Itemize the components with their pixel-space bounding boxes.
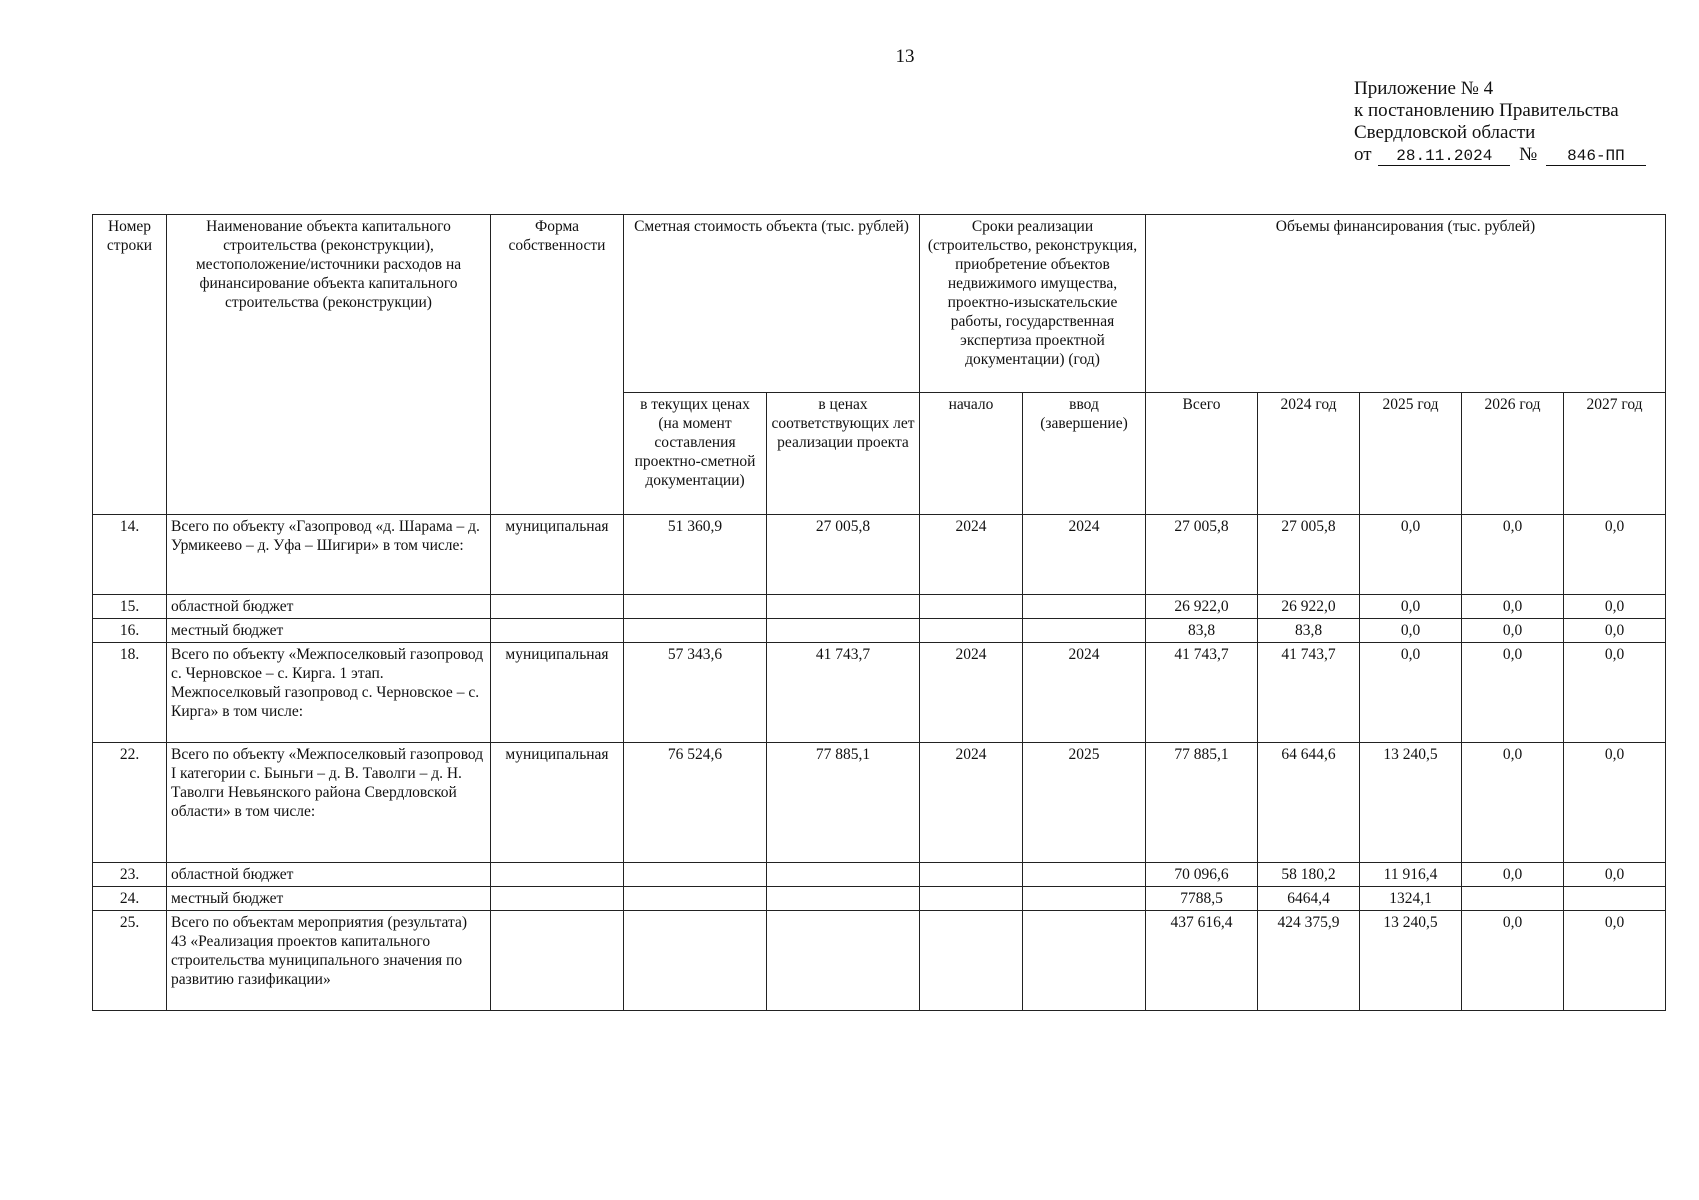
row-2024: 64 644,6 [1258,743,1360,863]
row-cost-current [624,863,767,887]
row-name: областной бюджет [167,595,491,619]
row-2026 [1462,887,1564,911]
row-2027: 0,0 [1564,911,1666,1011]
row-number: 18. [93,643,167,743]
row-number: 24. [93,887,167,911]
row-2024: 26 922,0 [1258,595,1360,619]
row-owner [491,619,624,643]
row-cost-years: 27 005,8 [767,515,920,595]
row-2026: 0,0 [1462,863,1564,887]
row-2024: 58 180,2 [1258,863,1360,887]
row-2024: 6464,4 [1258,887,1360,911]
appendix-date-line [1354,144,1646,166]
row-name: Всего по объекту «Межпоселковый газопровод с. Черновское – с. Кирга. 1 этап. Межпоселковый газопровод с. Черновское – с. Кирга» в том числе: [167,643,491,743]
header-2026: 2026 год [1462,393,1564,515]
row-total: 7788,5 [1146,887,1258,911]
header-finish: ввод (завершение) [1023,393,1146,515]
row-cost-current [624,887,767,911]
table-row [93,911,1666,1011]
row-cost-years [767,595,920,619]
row-2027: 0,0 [1564,595,1666,619]
table-row [93,863,1666,887]
row-number: 16. [93,619,167,643]
row-start: 2024 [920,515,1023,595]
row-owner: муниципальная [491,643,624,743]
header-row-1 [93,215,1666,393]
header-cost-current: в текущих ценах (на момент составления проектно-сметной документации) [624,393,767,515]
row-number: 22. [93,743,167,863]
row-2026: 0,0 [1462,743,1564,863]
row-cost-years [767,887,920,911]
header-object-name: Наименование объекта капитального строительства (реконструкции), местоположение/источники расходов на финансирование объекта капитального строительства (реконструкции) [167,215,491,515]
row-2026: 0,0 [1462,911,1564,1011]
row-2025: 1324,1 [1360,887,1462,911]
row-2027: 0,0 [1564,643,1666,743]
row-start [920,595,1023,619]
row-finish [1023,911,1146,1011]
row-owner [491,595,624,619]
row-total: 26 922,0 [1146,595,1258,619]
row-cost-current [624,619,767,643]
row-total: 83,8 [1146,619,1258,643]
header-ownership: Форма собственности [491,215,624,515]
row-total: 41 743,7 [1146,643,1258,743]
appendix-block [1354,78,1646,166]
row-2027 [1564,887,1666,911]
row-cost-current: 57 343,6 [624,643,767,743]
row-2024: 83,8 [1258,619,1360,643]
row-cost-current: 76 524,6 [624,743,767,863]
decree-date: 28.11.2024 [1378,147,1510,166]
appendix-title: Приложение № 4 [1354,78,1494,99]
row-cost-years [767,619,920,643]
row-2024: 424 375,9 [1258,911,1360,1011]
row-name: местный бюджет [167,887,491,911]
table-row [93,595,1666,619]
table-row [93,743,1666,863]
row-finish [1023,863,1146,887]
row-finish: 2024 [1023,515,1146,595]
row-2025: 0,0 [1360,619,1462,643]
row-2025: 13 240,5 [1360,911,1462,1011]
row-2025: 13 240,5 [1360,743,1462,863]
row-name: Всего по объектам мероприятия (результата) 43 «Реализация проектов капитального строительства муниципального значения по развитию газификации» [167,911,491,1011]
row-cost-years [767,911,920,1011]
row-start: 2024 [920,643,1023,743]
row-2027: 0,0 [1564,619,1666,643]
row-owner [491,887,624,911]
row-2026: 0,0 [1462,643,1564,743]
row-number: 14. [93,515,167,595]
row-finish [1023,595,1146,619]
header-financing: Объемы финансирования (тыс. рублей) [1146,215,1666,393]
row-name: областной бюджет [167,863,491,887]
row-owner: муниципальная [491,515,624,595]
header-total: Всего [1146,393,1258,515]
row-2025: 11 916,4 [1360,863,1462,887]
row-name: Всего по объекту «Межпоселковый газопровод I категории с. Быньги – д. В. Таволги – д. Н. Таволги Невьянского района Свердловской области» в том числе: [167,743,491,863]
row-cost-current [624,911,767,1011]
row-cost-current: 51 360,9 [624,515,767,595]
row-2024: 27 005,8 [1258,515,1360,595]
row-owner: муниципальная [491,743,624,863]
row-number: 25. [93,911,167,1011]
header-cost-years: в ценах соответствующих лет реализации проекта [767,393,920,515]
header-2024: 2024 год [1258,393,1360,515]
row-owner [491,911,624,1011]
decree-number: 846-ПП [1546,147,1646,166]
row-start [920,887,1023,911]
row-2026: 0,0 [1462,595,1564,619]
row-2025: 0,0 [1360,515,1462,595]
row-finish: 2025 [1023,743,1146,863]
header-2025: 2025 год [1360,393,1462,515]
number-prefix: № [1519,144,1538,165]
row-total: 27 005,8 [1146,515,1258,595]
appendix-region: Свердловской области [1354,122,1536,143]
row-2025: 0,0 [1360,595,1462,619]
header-start: начало [920,393,1023,515]
row-start [920,619,1023,643]
row-start: 2024 [920,743,1023,863]
row-start [920,911,1023,1011]
header-2027: 2027 год [1564,393,1666,515]
row-name: Всего по объекту «Газопровод «д. Шарама – д. Урмикеево – д. Уфа – Шигири» в том числе: [167,515,491,595]
row-2027: 0,0 [1564,743,1666,863]
table-row [93,619,1666,643]
row-name: местный бюджет [167,619,491,643]
row-cost-years: 41 743,7 [767,643,920,743]
header-timeline: Сроки реализации (строительство, реконструкция, приобретение объектов недвижимого имущества, проектно-изыскательские работы, государственная экспертиза проектной документации) (год) [920,215,1146,393]
row-total: 437 616,4 [1146,911,1258,1011]
appendix-decree: к постановлению Правительства [1354,100,1619,121]
row-2026: 0,0 [1462,515,1564,595]
row-total: 77 885,1 [1146,743,1258,863]
row-2027: 0,0 [1564,515,1666,595]
row-cost-current [624,595,767,619]
row-cost-years: 77 885,1 [767,743,920,863]
page-number: 13 [895,46,915,67]
table-row [93,643,1666,743]
header-row-no: Номер строки [93,215,167,515]
row-finish [1023,619,1146,643]
financing-table [92,214,1666,1011]
row-owner [491,863,624,887]
row-2026: 0,0 [1462,619,1564,643]
row-2027: 0,0 [1564,863,1666,887]
row-cost-years [767,863,920,887]
row-start [920,863,1023,887]
row-2024: 41 743,7 [1258,643,1360,743]
row-total: 70 096,6 [1146,863,1258,887]
row-number: 15. [93,595,167,619]
table-row [93,515,1666,595]
row-2025: 0,0 [1360,643,1462,743]
date-prefix: от [1354,144,1372,165]
row-finish [1023,887,1146,911]
header-estimated-cost: Сметная стоимость объекта (тыс. рублей) [624,215,920,393]
table-row [93,887,1666,911]
row-finish: 2024 [1023,643,1146,743]
row-number: 23. [93,863,167,887]
